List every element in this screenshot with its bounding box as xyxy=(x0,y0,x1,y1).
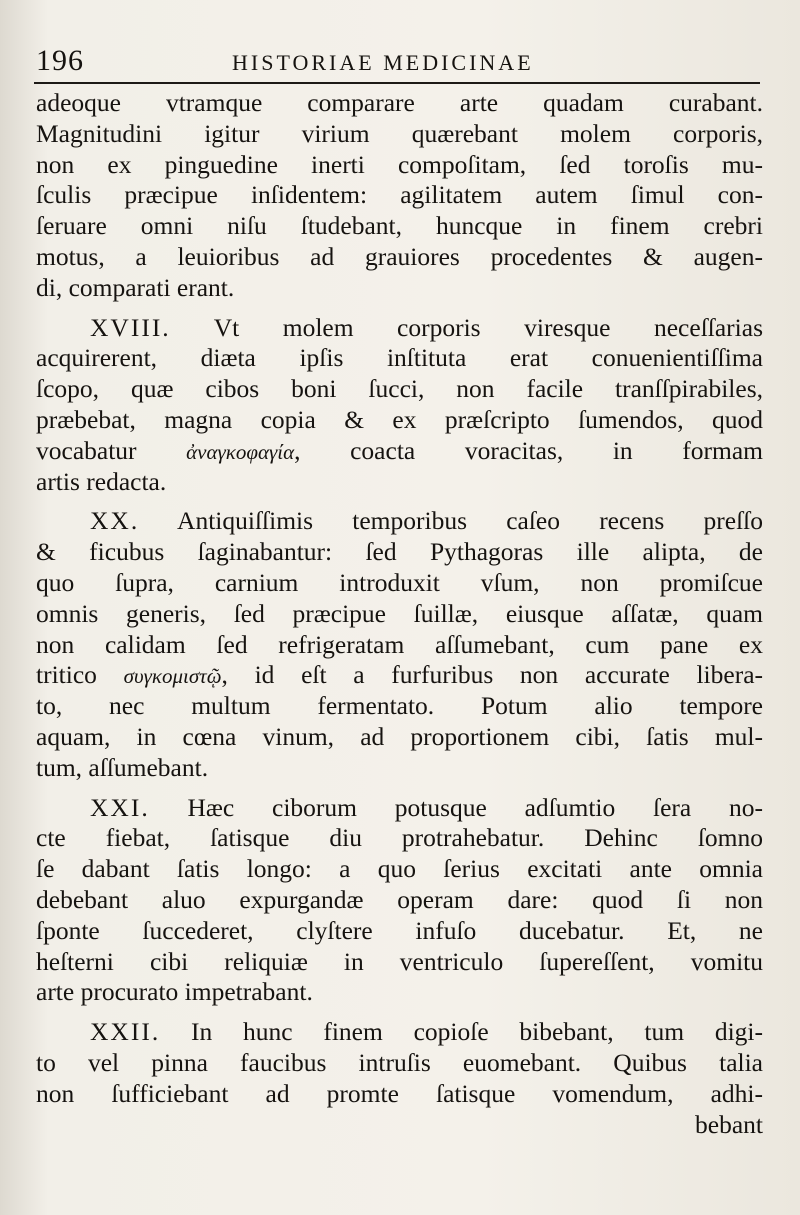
text-line: ſponte ſuccederet, clyſtere infuſo ducebatur. Et, ne xyxy=(36,915,763,945)
text-run: , id eſt a furfuribus non accurate libera- xyxy=(221,660,763,690)
text-line: non calidam ſed refrigeratam aſſumebant, cum pane ex xyxy=(36,629,763,659)
paragraph-gap xyxy=(36,304,763,313)
text-line xyxy=(36,660,763,691)
text-run: Antiquiſſimis temporibus caſeo recens preſſo xyxy=(177,506,763,536)
text-line: artis redacta. xyxy=(36,466,167,496)
text-line: omnis generis, ſed præcipue ſuillæ, eiusque aſſatæ, quam xyxy=(36,598,763,628)
text-line: motus, a leuioribus ad grauiores procedentes & augen- xyxy=(36,241,763,271)
paragraph-number: XX. xyxy=(90,506,140,536)
text-line xyxy=(36,436,763,467)
text-line: to, nec multum fermentato. Potum alio tempore xyxy=(36,691,763,721)
greek-word: συγκομιστῷ xyxy=(123,664,222,689)
page-number: 196 xyxy=(36,44,84,77)
paragraph-first-line xyxy=(36,1017,763,1048)
text-run: vocabatur xyxy=(36,435,137,465)
text-line: quo ſupra, carnium introduxit vſum, non promiſcue xyxy=(36,567,763,597)
text-line: ſeruare omni niſu ſtudebant, huncque in finem crebri xyxy=(36,211,763,241)
text-line: non ſufficiebant ad promte ſatisque vomendum, adhi- xyxy=(36,1078,763,1108)
text-line: aquam, in cœna vinum, ad proportionem cibi, ſatis mul- xyxy=(36,721,763,751)
text-line: di, comparati erant. xyxy=(36,272,235,302)
text-run: Vt molem corporis viresque neceſſarias xyxy=(213,312,764,342)
text-line: tum, aſſumebant. xyxy=(36,752,209,782)
text-line: acquirerent, diæta ipſis inſtituta erat conuenientiſſima xyxy=(36,343,763,373)
running-title: HISTORIAE MEDICINAE xyxy=(232,50,534,75)
paragraph-first-line xyxy=(36,506,763,537)
paragraph-number: XXII. xyxy=(90,1017,161,1047)
paragraph-gap xyxy=(36,1008,763,1017)
greek-word: ἀναγκοφαγία xyxy=(186,439,295,464)
page-header xyxy=(36,40,760,80)
text-line: to vel pinna faucibus intruſis euomebant. Quibus talia xyxy=(36,1047,763,1077)
text-run: In hunc finem copioſe bibebant, tum digi- xyxy=(190,1017,764,1047)
text-run: , coacta voracitas, in formam xyxy=(294,435,764,465)
body-text xyxy=(36,88,763,1140)
text-line: ſculis præcipue inſidentem: agilitatem autem ſimul con- xyxy=(36,180,763,210)
text-line: Magnitudini igitur virium quærebant molem corporis, xyxy=(36,118,763,148)
paragraph-gap xyxy=(36,784,763,793)
text-line: adeoque vtramque comparare arte quadam curabant. xyxy=(36,88,763,117)
header-rule xyxy=(34,82,760,84)
paragraph-number: XVIII. xyxy=(90,312,171,342)
text-line: & ficubus ſaginabantur: ſed Pythagoras ille alipta, de xyxy=(36,537,763,567)
text-line: heſterni cibi reliquiæ in ventriculo ſupereſſent, vomitu xyxy=(36,946,763,976)
catchword: bebant xyxy=(695,1109,763,1139)
text-line: ſcopo, quæ cibos boni ſucci, non facile tranſſpirabiles, xyxy=(36,374,763,404)
paragraph-number: XXI. xyxy=(90,792,150,822)
text-line: cte fiebat, ſatisque diu protrahebatur. Dehinc ſomno xyxy=(36,823,763,853)
text-line: præbebat, magna copia & ex præſcripto ſumendos, quod xyxy=(36,404,763,434)
text-line: debebant aluo expurgandæ operam dare: quod ſi non xyxy=(36,884,763,914)
text-line: ſe dabant ſatis longo: a quo ſerius excitati ante omnia xyxy=(36,854,763,884)
text-run: Hæc ciborum potusque adſumtio ſera no- xyxy=(187,792,763,822)
text-run: tritico xyxy=(36,660,97,690)
paragraph-first-line xyxy=(36,793,763,824)
paragraph-gap xyxy=(36,497,763,506)
paragraph-first-line xyxy=(36,313,763,344)
text-line: non ex pinguedine inerti compoſitam, ſed toroſis mu- xyxy=(36,149,763,179)
text-line: arte procurato impetrabant. xyxy=(36,977,313,1007)
